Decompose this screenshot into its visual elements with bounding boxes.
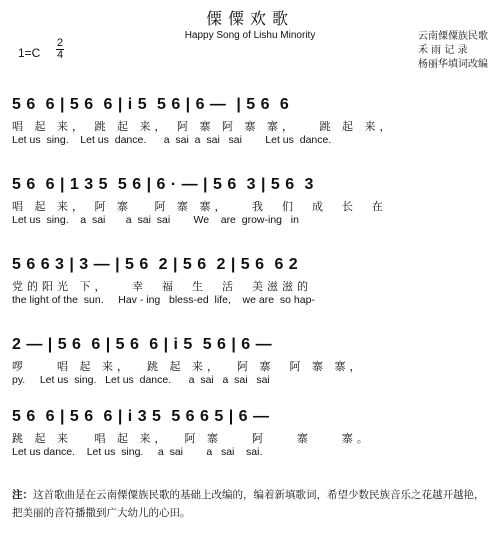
footnote-text: 这首歌曲是在云南傈僳族民歌的基础上改编的，编着新填歌词，希望少数民族音乐之花越开越艳，把美丽的音符播撒到广大幼儿的心田。	[12, 489, 485, 519]
time-signature	[56, 38, 64, 61]
key-signature: 1=C	[18, 46, 41, 60]
notation-line: 5 6 6 | 5 6 6 | i 3 5 5 6 6 5 | 6 —	[12, 408, 270, 425]
english-lyrics: Let us dance. Let us sing. a sai a sai sai.	[12, 446, 263, 458]
credit-line-2: 禾 雨 记 录	[418, 45, 468, 56]
english-lyrics: py. Let us sing. Let us dance. a sai a sai sai	[12, 374, 270, 386]
song-subtitle: Happy Song of Lishu Minority	[184, 30, 316, 41]
english-lyrics: Let us sing. a sai a sai sai We are grow-ing in	[12, 214, 299, 226]
chinese-lyrics: 啰 唱 起 来， 跳 起 来， 阿 寨 阿 寨 寨，	[12, 360, 365, 373]
chinese-lyrics: 唱 起 来， 阿 寨 阿 寨 寨， 我 们 成 长 在	[12, 200, 387, 213]
notation-line: 5 6 6 | 5 6 6 | i 5 5 6 | 6 — | 5 6 6	[12, 96, 290, 113]
notation-line: 5 6 6 | 1 3 5 5 6 | 6 · — | 5 6 3 | 5 6 3	[12, 176, 314, 193]
chinese-lyrics: 党的阳光 下， 幸 福 生 活 美滋滋的	[12, 280, 312, 293]
time-sig-top: 2	[56, 37, 64, 49]
english-lyrics: Let us sing. Let us dance. a sai a sai sai Let us dance.	[12, 134, 332, 146]
time-sig-bottom: 4	[56, 49, 64, 61]
footnote-label: 注：	[12, 489, 33, 501]
credit-line-3: 杨丽华填词改编	[418, 59, 488, 70]
chinese-lyrics: 跳 起 来 唱 起 来， 阿 寨 阿 寨 寨。	[12, 432, 372, 445]
notation-line: 5 6 6 3 | 3 — | 5 6 2 | 5 6 2 | 5 6 6 2	[12, 256, 299, 273]
notation-line: 2 — | 5 6 6 | 5 6 6 | i 5 5 6 | 6 —	[12, 336, 273, 353]
footnote	[12, 486, 488, 522]
song-title: 傈僳欢歌	[205, 9, 294, 28]
english-lyrics: the light of the sun. Hav - ing bless-ed life, we are so hap-	[12, 294, 315, 306]
credits	[418, 30, 488, 72]
chinese-lyrics: 唱 起 来， 跳 起 来， 阿 寨 阿 寨 寨， 跳 起 来，	[12, 120, 395, 133]
credit-line-1: 云南傈僳族民歌	[418, 31, 488, 42]
